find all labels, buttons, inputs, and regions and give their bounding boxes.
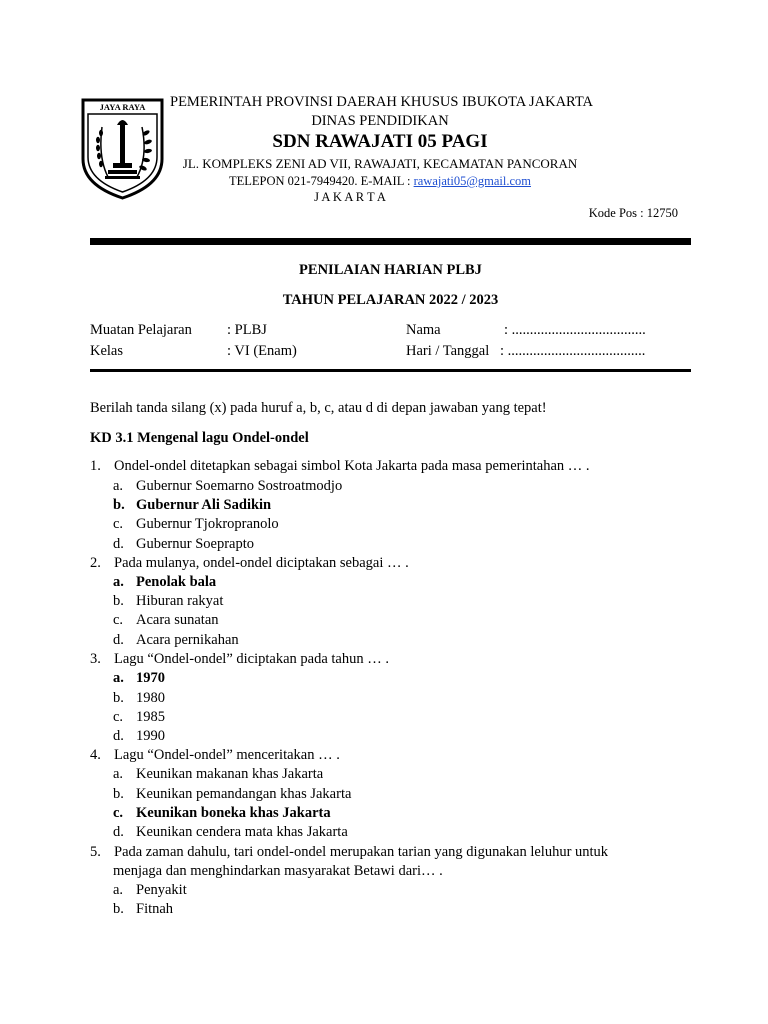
option-4a[interactable] — [113, 766, 323, 783]
city-name: J A K A R T A — [314, 190, 386, 204]
question-number: 4. — [90, 747, 101, 763]
name-field[interactable]: : ..................................... — [504, 322, 646, 338]
option-4c[interactable] — [113, 805, 331, 822]
question-2 — [90, 555, 409, 572]
option-5a[interactable] — [113, 882, 187, 899]
option-letter: b. — [113, 690, 124, 706]
postal-code: Kode Pos : 12750 — [588, 206, 678, 220]
phone-text: TELEPON 021-7949420. E-MAIL : — [229, 174, 411, 188]
logo-text: JAYA RAYA — [99, 102, 146, 112]
option-text: Acara sunatan — [136, 612, 219, 628]
info-divider — [90, 369, 691, 372]
option-letter: c. — [113, 612, 124, 628]
assessment-title: PENILAIAN HARIAN PLBJ — [299, 262, 482, 278]
question-4 — [90, 747, 340, 764]
option-letter: d. — [113, 632, 124, 648]
option-text: Fitnah — [136, 901, 174, 917]
option-3b[interactable] — [113, 690, 165, 707]
question-number: 1. — [90, 458, 101, 474]
option-letter: a. — [113, 670, 124, 686]
option-2d[interactable] — [113, 632, 239, 649]
question-number: 2. — [90, 555, 101, 571]
school-contact — [170, 174, 590, 189]
option-text: Hiburan rakyat — [136, 593, 224, 609]
option-text: 1970 — [136, 670, 165, 686]
option-letter: a. — [113, 882, 124, 898]
option-text: 1990 — [136, 728, 165, 744]
option-letter: b. — [113, 901, 124, 917]
option-text: Keunikan cendera mata khas Jakarta — [136, 824, 348, 840]
academic-year: TAHUN PELAJARAN 2022 / 2023 — [282, 292, 499, 308]
option-4b[interactable] — [113, 786, 351, 803]
question-3 — [90, 651, 389, 668]
option-1a[interactable] — [113, 478, 342, 495]
option-text: Gubernur Ali Sadikin — [136, 497, 272, 513]
option-3c[interactable] — [113, 709, 165, 726]
jaya-raya-logo — [80, 97, 165, 201]
option-letter: c. — [113, 709, 124, 725]
class-label: Kelas — [90, 343, 124, 359]
option-letter: a. — [113, 478, 124, 494]
header-government-line: PEMERINTAH PROVINSI DAERAH KHUSUS IBUKOTA JAKARTA — [170, 94, 594, 110]
option-1c[interactable] — [113, 516, 279, 533]
question-text: Lagu “Ondel-ondel” diciptakan pada tahun … . — [114, 651, 389, 667]
option-4d[interactable] — [113, 824, 348, 841]
class-value: : VI (Enam) — [227, 343, 297, 359]
header-department-line: DINAS PENDIDIKAN — [311, 113, 449, 129]
option-2a[interactable] — [113, 574, 216, 591]
option-2b[interactable] — [113, 593, 223, 610]
question-5-continuation: menjaga dan menghindarkan masyarakat Betawi dari… . — [113, 863, 443, 879]
option-text: Keunikan boneka khas Jakarta — [136, 805, 331, 821]
option-letter: d. — [113, 824, 124, 840]
email-link[interactable]: rawajati05@gmail.com — [413, 174, 531, 188]
option-text: Gubernur Soeprapto — [136, 536, 254, 552]
option-3d[interactable] — [113, 728, 165, 745]
option-text: Penolak bala — [136, 574, 217, 590]
question-text: Ondel-ondel ditetapkan sebagai simbol Kota Jakarta pada masa pemerintahan … . — [114, 458, 590, 474]
option-3a[interactable] — [113, 670, 165, 687]
question-number: 3. — [90, 651, 101, 667]
option-letter: b. — [113, 593, 124, 609]
option-letter: c. — [113, 805, 124, 821]
option-letter: c. — [113, 516, 124, 532]
option-letter: a. — [113, 574, 124, 590]
option-letter: d. — [113, 728, 124, 744]
option-letter: a. — [113, 766, 124, 782]
header-divider — [90, 238, 691, 245]
option-2c[interactable] — [113, 612, 219, 629]
option-5b[interactable] — [113, 901, 173, 918]
date-label: Hari / Tanggal — [406, 343, 490, 359]
question-text: Pada mulanya, ondel-ondel diciptakan sebagai … . — [114, 555, 409, 571]
question-text: Pada zaman dahulu, tari ondel-ondel merupakan tarian yang digunakan leluhur untuk — [114, 844, 609, 860]
option-text: Keunikan pemandangan khas Jakarta — [136, 786, 352, 802]
section-title: KD 3.1 Mengenal lagu Ondel-ondel — [90, 430, 309, 446]
option-text: 1980 — [136, 690, 165, 706]
option-text: Penyakit — [136, 882, 187, 898]
subject-label: Muatan Pelajaran — [90, 322, 192, 338]
name-label: Nama — [406, 322, 441, 338]
option-text: Gubernur Soemarno Sostroatmodjo — [136, 478, 343, 494]
option-letter: d. — [113, 536, 124, 552]
option-text: Keunikan makanan khas Jakarta — [136, 766, 324, 782]
option-text: Gubernur Tjokropranolo — [136, 516, 279, 532]
date-field[interactable]: : ...................................... — [500, 343, 646, 359]
option-letter: b. — [113, 497, 125, 513]
instruction-text: Berilah tanda silang (x) pada huruf a, b, c, atau d di depan jawaban yang tepat! — [90, 400, 547, 416]
question-5 — [90, 844, 608, 861]
option-text: Acara pernikahan — [136, 632, 239, 648]
option-letter: b. — [113, 786, 124, 802]
option-1b[interactable] — [113, 497, 271, 514]
option-text: 1985 — [136, 709, 165, 725]
question-text: Lagu “Ondel-ondel” menceritakan … . — [114, 747, 340, 763]
option-1d[interactable] — [113, 536, 254, 553]
question-1 — [90, 458, 590, 475]
school-address: JL. KOMPLEKS ZENI AD VII, RAWAJATI, KECAMATAN PANCORAN — [182, 156, 578, 171]
question-number: 5. — [90, 844, 101, 860]
subject-value: : PLBJ — [227, 322, 267, 338]
school-name: SDN RAWAJATI 05 PAGI — [272, 131, 488, 152]
